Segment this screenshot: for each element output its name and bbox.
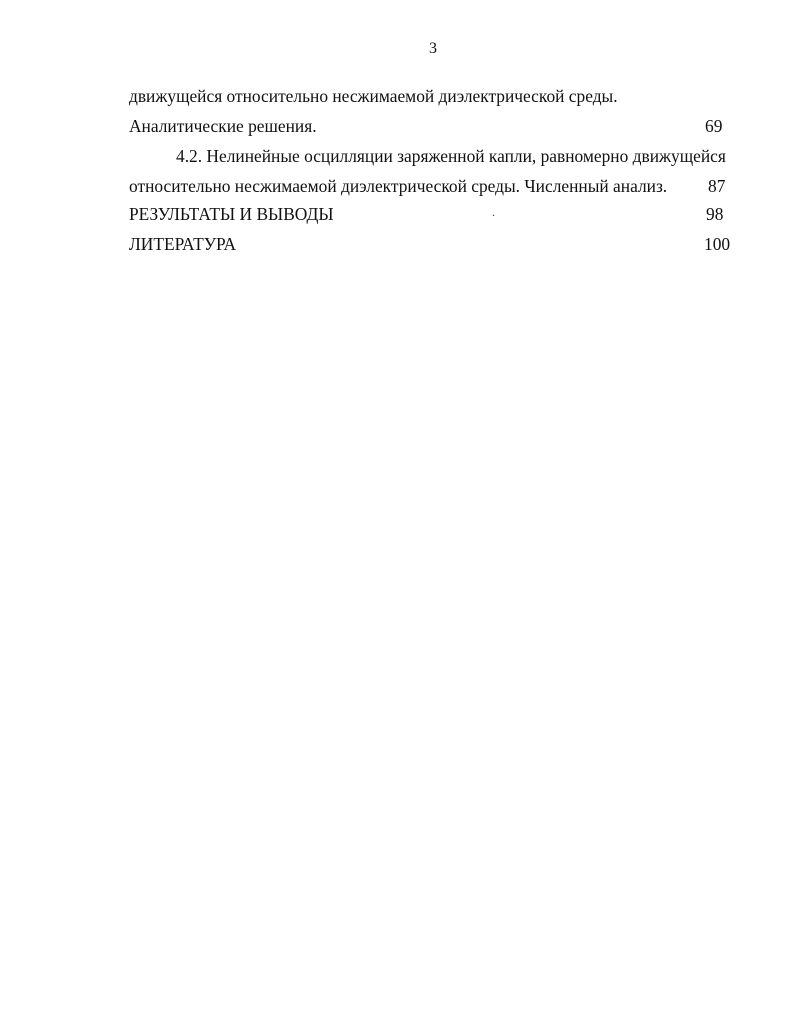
toc-entry-page-number: 98 [706, 204, 724, 224]
stray-mark: . [492, 205, 495, 219]
toc-entry-text-line: 4.2. Нелинейные осцилляции заряженной капли, равномерно движущейся [176, 146, 726, 166]
toc-entry-text-line: Аналитические решения. [129, 116, 317, 136]
page-number: 3 [429, 40, 437, 57]
toc-entry-text-line: ЛИТЕРАТУРА [129, 234, 237, 254]
toc-entry-page-number: 87 [708, 176, 726, 196]
toc-entry-text-line: РЕЗУЛЬТАТЫ И ВЫВОДЫ [129, 204, 334, 224]
toc-entry-text-line: движущейся относительно несжимаемой диэлектрической среды. [129, 86, 618, 106]
toc-entry-page-number: 69 [705, 116, 723, 136]
toc-entry-page-number: 100 [704, 234, 731, 254]
toc-entry-text-line: относительно несжимаемой диэлектрической среды. Численный анализ. [129, 176, 668, 196]
